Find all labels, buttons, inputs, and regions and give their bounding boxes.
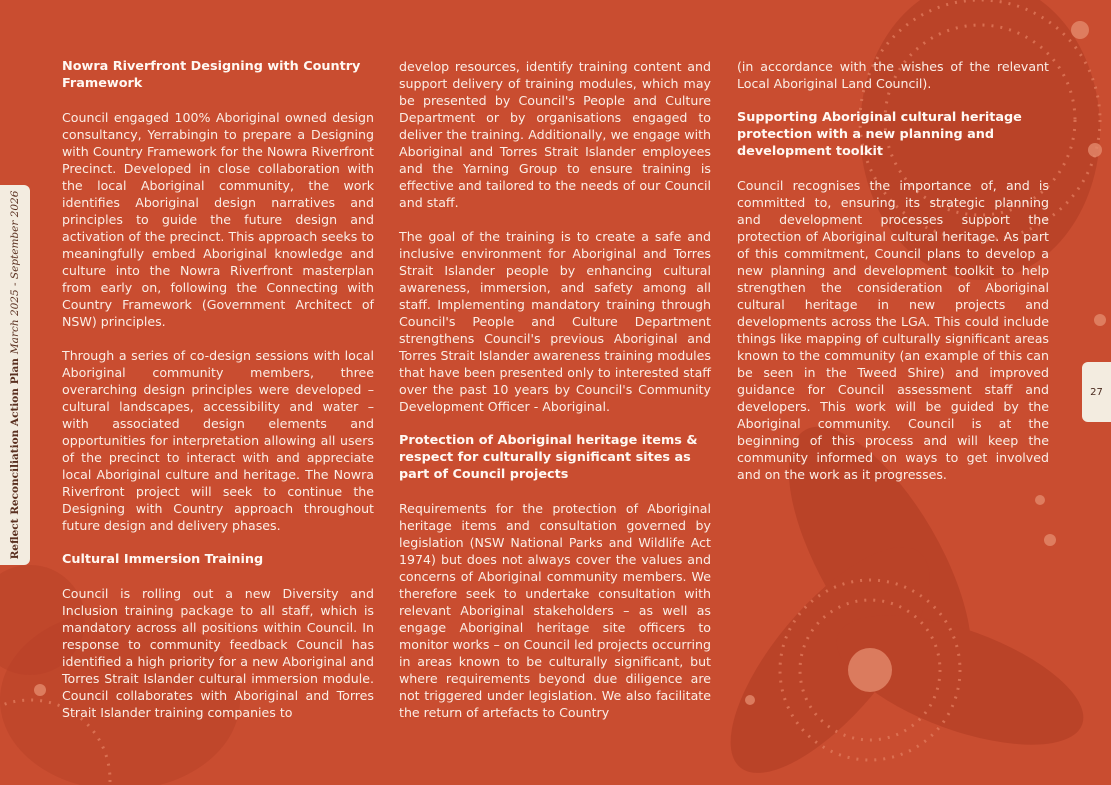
- paragraph: develop resources, identify training content and support delivery of training modules, which may be presented by Council's People and Culture Department or by organisations engaged to deliver the training. Additionally, we engage with Aboriginal and Torres Strait Islander employees and the Yarning Group to ensure training is effective and tailored to the needs of our Council and staff.: [399, 59, 711, 210]
- paragraph: (in accordance with the wishes of the relevant Local Aboriginal Land Council).: [737, 59, 1049, 91]
- report-title: Reflect Reconciliation Action Plan: [9, 358, 21, 560]
- page-number: 27: [1082, 362, 1111, 422]
- paragraph: Council recognises the importance of, and is committed to, ensuring its strategic planning and development processes support the protection of Aboriginal cultural heritage. As part of this commitment, Council plans to develop a new planning and development toolkit to help strengthen the consideration of Aboriginal cultural heritage in new projects and developments across the LGA. This could include things like mapping of culturally significant areas known to the community (an example of this can be seen in the Tweed Shire) and improved guidance for Council assessment staff and developers. This work will be guided by the Aboriginal community. Council is at the beginning of this process and will keep the community informed on ways to get involved and on the work as it progresses.: [737, 178, 1049, 482]
- heading-protection-of-heritage: Protection of Aboriginal heritage items & respect for culturally significant sites as part of Council projects: [399, 433, 698, 482]
- paragraph: Through a series of co-design sessions with local Aboriginal community members, three overarching design principles were developed – cultural landscapes, accessibility and water – with associated design elements and opportunities for interpretation allowing all users of the precinct to interact with and appreciate local Aboriginal culture and heritage. The Nowra Riverfront project will seek to continue the Designing with Country approach throughout future design and delivery phases.: [62, 348, 374, 533]
- text-column-3: [737, 58, 1049, 500]
- paragraph: The goal of the training is to create a safe and inclusive environment for Aboriginal and Torres Strait Islander people by enhancing cultural awareness, immersion, and safety among all staff. Implementing mandatory training through Council's People and Culture Department strengthens Council's previous Aboriginal and Torres Strait Islander awareness training modules that have been presented only to interested staff over the past 10 years by Council's Community Development Officer - Aboriginal.: [399, 229, 711, 414]
- heading-nowra-riverfront: Nowra Riverfront Designing with Country Framework: [62, 59, 361, 91]
- heading-planning-toolkit: Supporting Aboriginal cultural heritage protection with a new planning and development toolkit: [737, 110, 1022, 159]
- report-title-vertical: [9, 191, 21, 560]
- report-side-tab: [0, 185, 30, 565]
- heading-cultural-immersion-training: Cultural Immersion Training: [62, 552, 264, 567]
- report-dates: March 2025 - September 2026: [9, 190, 21, 355]
- paragraph: Council engaged 100% Aboriginal owned design consultancy, Yerrabingin to prepare a Designing with Country Framework for the Nowra Riverfront Precinct. Developed in close collaboration with the local Aboriginal community, the work identifies Aboriginal design narratives and principles to guide the future design and activation of the precinct. This approach seeks to meaningfully embed Aboriginal knowledge and culture into the Nowra Riverfront masterplan from early on, following the Connecting with Country Framework (Government Architect of NSW) principles.: [62, 110, 374, 329]
- paragraph: Requirements for the protection of Aboriginal heritage items and consultation governed by legislation (NSW National Parks and Wildlife Act 1974) but does not always cover the values and concerns of Aboriginal community members. We therefore seek to undertake consultation with relevant Aboriginal stakeholders – as well as engage Aboriginal heritage site officers to monitor works – on Council led projects occurring in areas known to be culturally significant, but where requirements beyond due diligence are not triggered under legislation. We also facilitate the return of artefacts to Country: [399, 501, 711, 720]
- text-column-2: [399, 58, 711, 738]
- text-column-1: [62, 58, 374, 738]
- paragraph: Council is rolling out a new Diversity and Inclusion training package to all staff, which is mandatory across all positions within Council. In response to community feedback Council has identified a high priority for a new Aboriginal and Torres Strait Islander cultural immersion module. Council collaborates with Aboriginal and Torres Strait Islander training companies to: [62, 586, 374, 720]
